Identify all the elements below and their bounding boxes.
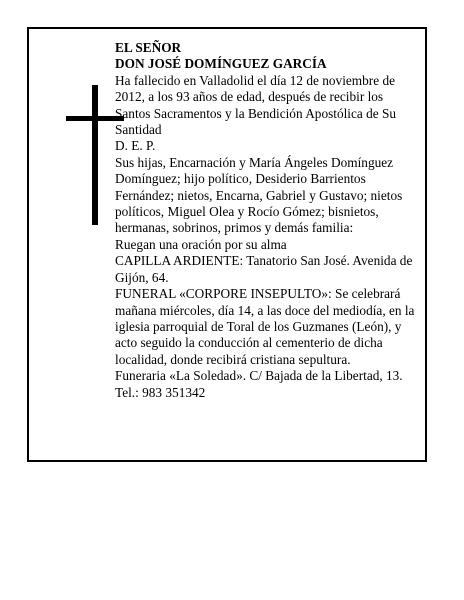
prayer-request: Ruegan una oración por su alma: [115, 236, 287, 252]
death-announcement: Ha fallecido en Valladolid el día 12 de noviembre de 2012, a los 93 años de edad, después de recibir los Santos Sacramentos y la Bendición Apostólica de Su Santidad: [115, 72, 397, 138]
obituary-text: [115, 40, 415, 401]
chapel-info: CAPILLA ARDIENTE: Tanatorio San José. Avenida de Gijón, 64.: [115, 253, 413, 285]
funeral-info: FUNERAL «CORPORE INSEPULTO»: Se celebrará mañana miércoles, día 14, a las doce del mediodía, en la iglesia parroquial de Toral de los Guzmanes (León), y acto seguido la conducción al cementerio de dicha localidad, donde recibirá cristiana sepultura.: [115, 286, 415, 367]
dep-line: D. E. P.: [115, 138, 156, 154]
deceased-name: DON JOSÉ DOMÍNGUEZ GARCÍA: [115, 56, 327, 72]
family-list: Sus hijas, Encarnación y María Ángeles Domínguez Domínguez; hijo político, Desiderio Barrientos Fernández; nietos, Encarna, Gabriel y Gustavo; nietos políticos, Miguel Olea y Rocío Gómez; bisnietos, hermanas, sobrinos, primos y demás familia:: [115, 154, 403, 236]
obituary-title: EL SEÑOR: [115, 40, 182, 55]
funeral-home-info: Funeraria «La Soledad». C/ Bajada de la Libertad, 13. Tel.: 983 351342: [115, 368, 403, 400]
cross-vertical-bar: [92, 85, 98, 225]
